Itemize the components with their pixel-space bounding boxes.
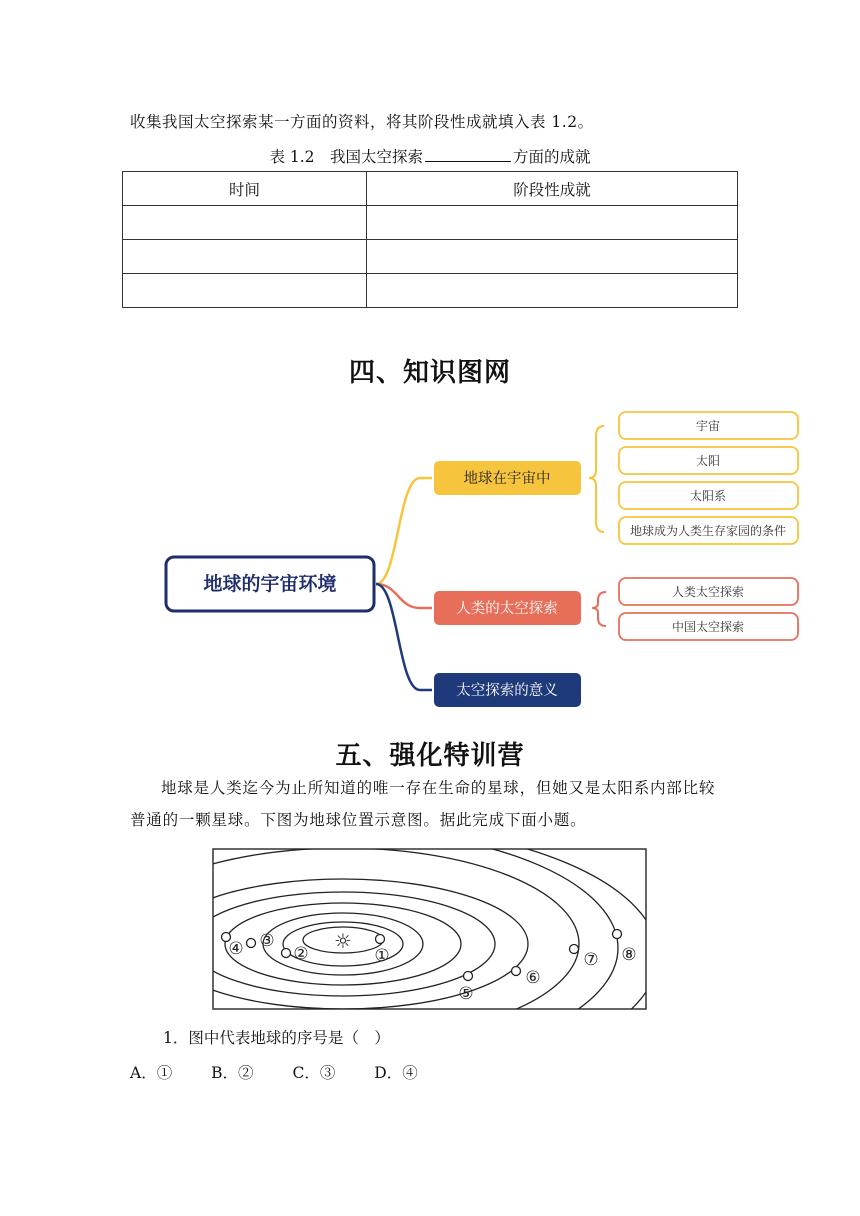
solar-system-diagram (212, 848, 647, 1010)
planet-2 (282, 949, 291, 958)
planet-label: ⑤ (458, 984, 474, 1004)
caption-suffix: 方面的成就 (513, 148, 591, 166)
leaf-label: 人类太空探索 (671, 585, 745, 599)
connector-branch-3 (376, 584, 432, 690)
connector-branch-1 (376, 478, 432, 584)
planet-8 (613, 930, 622, 939)
diagram-frame (213, 849, 646, 1009)
branch-label: 人类的太空探索 (456, 601, 558, 617)
planet-6 (512, 967, 521, 976)
brace-branch-2 (592, 592, 606, 626)
leaf-label: 宇宙 (695, 419, 721, 433)
header-time: 时间 (123, 172, 367, 206)
option-a[interactable]: A．① (130, 1064, 173, 1082)
brace-branch-1 (589, 426, 604, 532)
leaf-label: 地球成为人类生存家园的条件 (629, 524, 787, 538)
planet-label: ④ (228, 939, 244, 959)
planet-5 (464, 972, 473, 981)
caption-prefix: 表 1.2 我国太空探索 (269, 148, 424, 166)
leaf-label: 太阳 (695, 454, 721, 468)
section-title-knowledge-map: 四、知识图网 (348, 358, 511, 388)
sun-icon: ☼ (334, 929, 352, 953)
option-c[interactable]: C．③ (292, 1064, 336, 1082)
intro-text: 收集我国太空探索某一方面的资料，将其阶段性成就填入表 1.2。 (130, 113, 594, 131)
option-d[interactable]: D．④ (374, 1064, 418, 1082)
planet-label: ③ (259, 931, 275, 951)
question-paragraph: 地球是人类迄今为止所知道的唯一存在生命的星球，但她又是太阳系内部比较普通的一颗星球。下图为地球位置示意图。据此完成下面小题。 (130, 779, 716, 829)
branch-label: 太空探索的意义 (456, 683, 558, 699)
connector-branch-2 (376, 584, 432, 608)
leaf-label: 中国太空探索 (671, 620, 745, 634)
question-1: 1．图中代表地球的序号是（ ） (163, 1029, 390, 1047)
root-label: 地球的宇宙环境 (203, 573, 337, 595)
planet-label: ⑧ (621, 945, 637, 965)
planet-1 (376, 935, 385, 944)
branch-label: 地球在宇宙中 (463, 471, 551, 487)
planet-label: ⑦ (583, 950, 599, 970)
planet-label: ① (374, 946, 390, 966)
leaf-label: 太阳系 (689, 489, 727, 503)
header-achievement: 阶段性成就 (367, 172, 738, 206)
planet-label: ② (293, 944, 309, 964)
section-title-training: 五、强化特训营 (335, 741, 525, 771)
planet-3 (247, 939, 256, 948)
planet-label: ⑥ (525, 968, 541, 988)
answer-options (130, 1061, 452, 1083)
planet-7 (570, 945, 579, 954)
option-b[interactable]: B．② (211, 1064, 254, 1082)
